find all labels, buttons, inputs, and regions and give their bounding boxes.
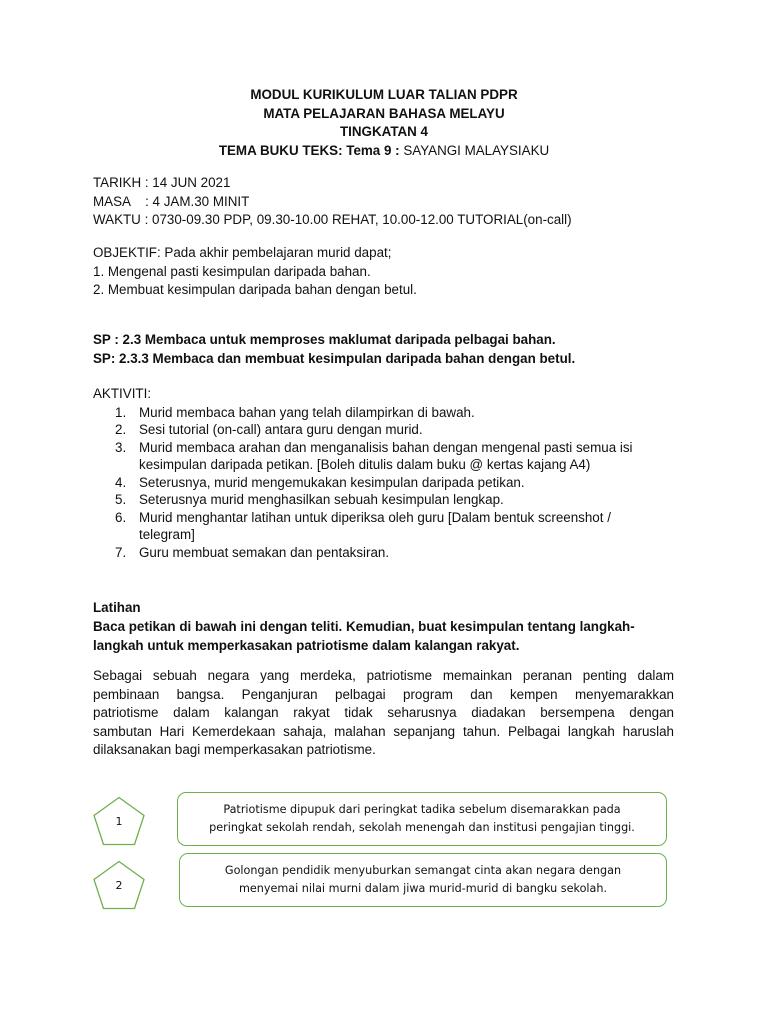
point-box-1 — [177, 792, 667, 846]
sp-line: SP : 2.3 Membaca untuk memproses maklumat daripada pelbagai bahan. — [93, 332, 556, 347]
activities-title: AKTIVITI: — [93, 386, 152, 401]
point-text: menyemai nilai murni dalam jiwa murid-murid di bangku sekolah. — [238, 882, 608, 895]
point-number: 1 — [115, 815, 123, 828]
header-theme-name: SAYANGI MALAYSIAKU — [403, 142, 550, 158]
activity-item — [115, 474, 683, 492]
activity-item — [115, 491, 683, 509]
objectives — [93, 244, 683, 300]
passage-line: sambutan Hari Kemerdekaan sahaja, malahan sepanjang tahun. Pelbagai langkah haruslah — [93, 723, 674, 739]
pentagon-number-1 — [92, 796, 146, 846]
exercise-title: Latihan — [93, 600, 141, 615]
activity-text: Seterusnya, murid mengemukakan kesimpulan daripada petikan. — [139, 474, 525, 490]
activity-text: Murid membaca arahan dan menganalisis bahan dengan mengenal pasti semua isi — [139, 439, 633, 455]
passage-line: Sebagai sebuah negara yang merdeka, patriotisme memainkan peranan penting dalam — [93, 668, 674, 683]
passage-line: dilaksanakan bagi memperkasakan patriotisme. — [93, 742, 376, 757]
activities — [93, 385, 683, 561]
header-theme — [0, 142, 768, 161]
activity-number: 5. — [115, 492, 127, 507]
point-box-2 — [179, 853, 667, 907]
activity-number: 6. — [115, 509, 127, 525]
activity-text: Guru membuat semakan dan pentaksiran. — [139, 544, 390, 560]
activities-list — [93, 404, 683, 562]
activity-item — [115, 509, 683, 544]
objectives-intro: OBJEKTIF: Pada akhir pembelajaran murid dapat; — [93, 245, 392, 260]
objective-item: 2. Membuat kesimpulan daripada bahan dengan betul. — [93, 282, 417, 297]
passage-line: pembinaan bangsa. Penganjuran pelbagai program dan kempen menyemarakkan — [93, 686, 674, 702]
duration-line: MASA : 4 JAM.30 MINIT — [93, 193, 250, 209]
passage-line: patriotisme dalam kalangan rakyat tidak seharusnya diadakan bersempena dengan — [93, 705, 674, 720]
header-subject: MATA PELAJARAN BAHASA MELAYU — [263, 105, 505, 121]
date-line: TARIKH : 14 JUN 2021 — [93, 175, 231, 190]
header-title: MODUL KURIKULUM LUAR TALIAN PDPR — [250, 87, 518, 102]
activity-text-cont: kesimpulan daripada petikan. [Boleh ditulis dalam buku @ kertas kajang A4) — [139, 457, 591, 472]
activity-text-cont: telegram] — [139, 527, 195, 542]
document-header — [0, 86, 768, 160]
activity-number: 3. — [115, 439, 127, 455]
exercise-section — [93, 598, 683, 655]
header-theme-label: TEMA BUKU TEKS: Tema 9 : — [218, 142, 404, 158]
activity-number: 7. — [115, 544, 127, 560]
activity-text: Seterusnya murid menghasilkan sebuah kesimpulan lengkap. — [139, 492, 504, 507]
standard-pembelajaran — [93, 331, 683, 368]
activity-number: 2. — [115, 422, 127, 437]
lesson-meta — [93, 174, 683, 230]
sp-line: SP: 2.3.3 Membaca dan membuat kesimpulan daripada bahan dengan betul. — [93, 350, 576, 366]
time-line: WAKTU : 0730-09.30 PDP, 09.30-10.00 REHAT, 10.00-12.00 TUTORIAL(on-call) — [93, 212, 572, 227]
activity-text: Sesi tutorial (on-call) antara guru dengan murid. — [139, 422, 423, 437]
activity-item — [115, 544, 683, 562]
point-text: Golongan pendidik menyuburkan semangat cinta akan negara dengan — [224, 864, 622, 877]
point-text: Patriotisme dipupuk dari peringkat tadika sebelum disemarakkan pada — [223, 803, 621, 816]
exercise-instruction: Baca petikan di bawah ini dengan teliti. Kemudian, buat kesimpulan tentang langkah- — [93, 619, 635, 634]
activity-item — [115, 439, 683, 474]
pentagon-number-2 — [92, 860, 146, 910]
activity-number: 1. — [115, 404, 127, 420]
point-text: peringkat sekolah rendah, sekolah menengah dan institusi pengajian tinggi. — [209, 821, 635, 834]
exercise-instruction: langkah untuk memperkasakan patriotisme dalam kalangan rakyat. — [93, 638, 520, 653]
objective-item: 1. Mengenal pasti kesimpulan daripada bahan. — [93, 263, 371, 279]
activity-number: 4. — [115, 474, 127, 490]
activity-text: Murid menghantar latihan untuk diperiksa oleh guru [Dalam bentuk screenshot / — [139, 509, 611, 525]
point-number: 2 — [115, 879, 123, 892]
activity-item — [115, 404, 683, 422]
activity-item — [115, 421, 683, 439]
activity-text: Murid membaca bahan yang telah dilampirkan di bawah. — [139, 404, 475, 420]
passage — [93, 667, 674, 760]
header-form: TINGKATAN 4 — [339, 124, 429, 139]
